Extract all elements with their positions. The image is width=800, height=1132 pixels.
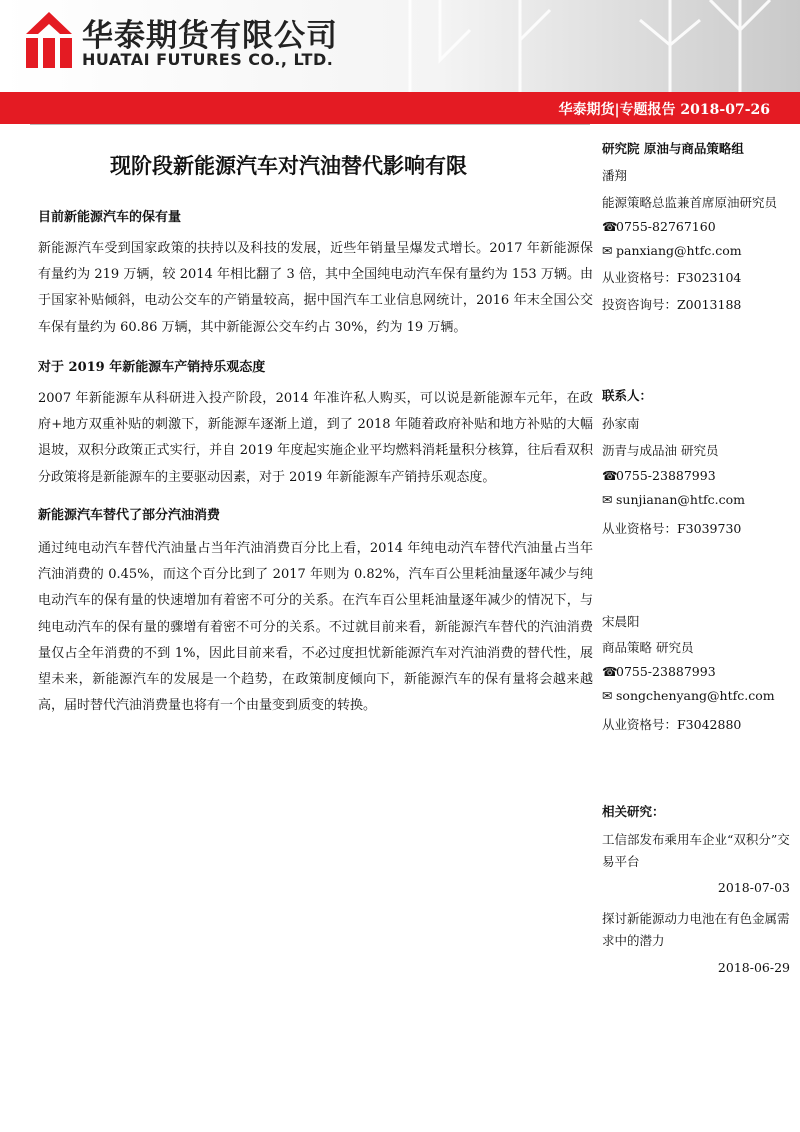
related-item-title[interactable]: 工信部发布乘用车企业“双积分”交易平台 xyxy=(602,832,790,869)
section-body: 通过纯电动汽车替代汽油量占当年汽油消费百分比上看，2014 年纯电动汽车替代汽油量占当年汽油消费的 0.45%，而这个百分比到了 2017 年则为 0.82%，汽车百公里耗油量逐年减少与纯电动汽车的保有量的快速增加有着密不可分的关系。在汽车百公里耗油量逐年减少的情况下，与纯电动汽车的保有量的骤增有着密不可分的关系。不过就目前来看，新能源汽车替代的汽油消费量仅占全年消费的不到 1%，因此目前来看，不必过度担忧新能源汽车对汽油消费的替代性，展望未来，新能源汽车的发展是一个趋势，在政策制度倾向下，新能源汽车的保有量将会越来越高，届时替代汽油消费量也将有一个由量变到质变的转换。 xyxy=(38,541,593,714)
email-link[interactable]: sunjianan@htfc.com xyxy=(616,492,745,507)
contact-role: 商品策略 研究员 xyxy=(602,640,694,655)
analyst-email xyxy=(602,243,742,258)
report-title: 现阶段新能源汽车对汽油替代影响有限 xyxy=(110,153,467,178)
phone-number: 0755-82767160 xyxy=(616,219,716,234)
phone-number: 0755-23887993 xyxy=(616,664,716,679)
contact-name: 孙家南 xyxy=(602,416,640,431)
phone-number: 0755-23887993 xyxy=(616,468,716,483)
contact-phone xyxy=(602,664,716,679)
related-item-date: 2018-06-29 xyxy=(717,960,790,975)
page-header xyxy=(0,0,800,92)
section-heading: 新能源汽车替代了部分汽油消费 xyxy=(38,508,221,523)
contact-license: 从业资格号：F3039730 xyxy=(602,521,742,536)
phone-icon: ☎ xyxy=(602,468,618,483)
email-link[interactable]: panxiang@htfc.com xyxy=(616,243,742,258)
company-name-en: HUATAI FUTURES CO., LTD. xyxy=(82,50,334,69)
header-decoration xyxy=(380,0,800,92)
report-tag: 华泰期货|专题报告 2018-07-26 xyxy=(558,102,770,118)
contact-license: 从业资格号：F3042880 xyxy=(602,717,742,732)
analyst-phone xyxy=(602,219,716,234)
divider xyxy=(30,124,590,125)
phone-icon: ☎ xyxy=(602,664,618,679)
contact-phone xyxy=(602,468,716,483)
analyst-license: 从业资格号：F3023104 xyxy=(602,270,742,285)
company-logo-icon xyxy=(26,12,72,68)
section-body: 2007 年新能源车从科研进入投产阶段，2014 年准许私人购买，可以说是新能源车元年，在政府+地方双重补贴的刺激下，新能源车逐渐上道，到了 2018 年随着政府补贴和地方补贴的大幅退坡，双积分政策正式实行，并自 2019 年度起实施企业平均燃料消耗量积分核算，往后看双积分政策将是新能源车的主要驱动因素，对于 2019 年新能源车产销持乐观态度。 xyxy=(38,391,593,485)
mail-icon: ✉ xyxy=(602,492,613,507)
sidebar-dept: 研究院 原油与商品策略组 xyxy=(602,141,744,156)
analyst-consult: 投资咨询号：Z0013188 xyxy=(602,297,742,312)
related-item-title[interactable]: 探讨新能源动力电池在有色金属需求中的潜力 xyxy=(602,911,790,948)
contact-role: 沥青与成品油 研究员 xyxy=(602,443,719,458)
email-link[interactable]: songchenyang@htfc.com xyxy=(616,688,775,703)
contact-email xyxy=(602,688,775,703)
section-heading: 对于 2019 年新能源车产销持乐观态度 xyxy=(38,360,266,375)
contact-email xyxy=(602,492,745,507)
phone-icon: ☎ xyxy=(602,219,618,234)
related-item-date: 2018-07-03 xyxy=(717,880,790,895)
company-name-cn: 华泰期货有限公司 xyxy=(82,18,338,54)
mail-icon: ✉ xyxy=(602,688,613,703)
analyst-name: 潘翔 xyxy=(602,168,628,183)
mail-icon: ✉ xyxy=(602,243,613,258)
section-body: 新能源汽车受到国家政策的扶持以及科技的发展，近些年销量呈爆发式增长。2017 年新能源保有量约为 219 万辆，较 2014 年相比翻了 3 倍，其中全国纯电动汽车保有量约为 153 万辆。由于国家补贴倾斜，电动公交车的产销量较高，据中国汽车工业信息网统计，2016 年末全国公交车保有量约为 60.86 万辆，其中新能源公交车约占 30%，约为 19 万辆。 xyxy=(38,241,593,335)
section-heading: 目前新能源汽车的保有量 xyxy=(38,210,182,225)
related-label: 相关研究： xyxy=(602,804,665,819)
contacts-label: 联系人： xyxy=(602,388,653,403)
analyst-role: 能源策略总监兼首席原油研究员 xyxy=(602,195,778,210)
contact-name: 宋晨阳 xyxy=(602,614,640,629)
